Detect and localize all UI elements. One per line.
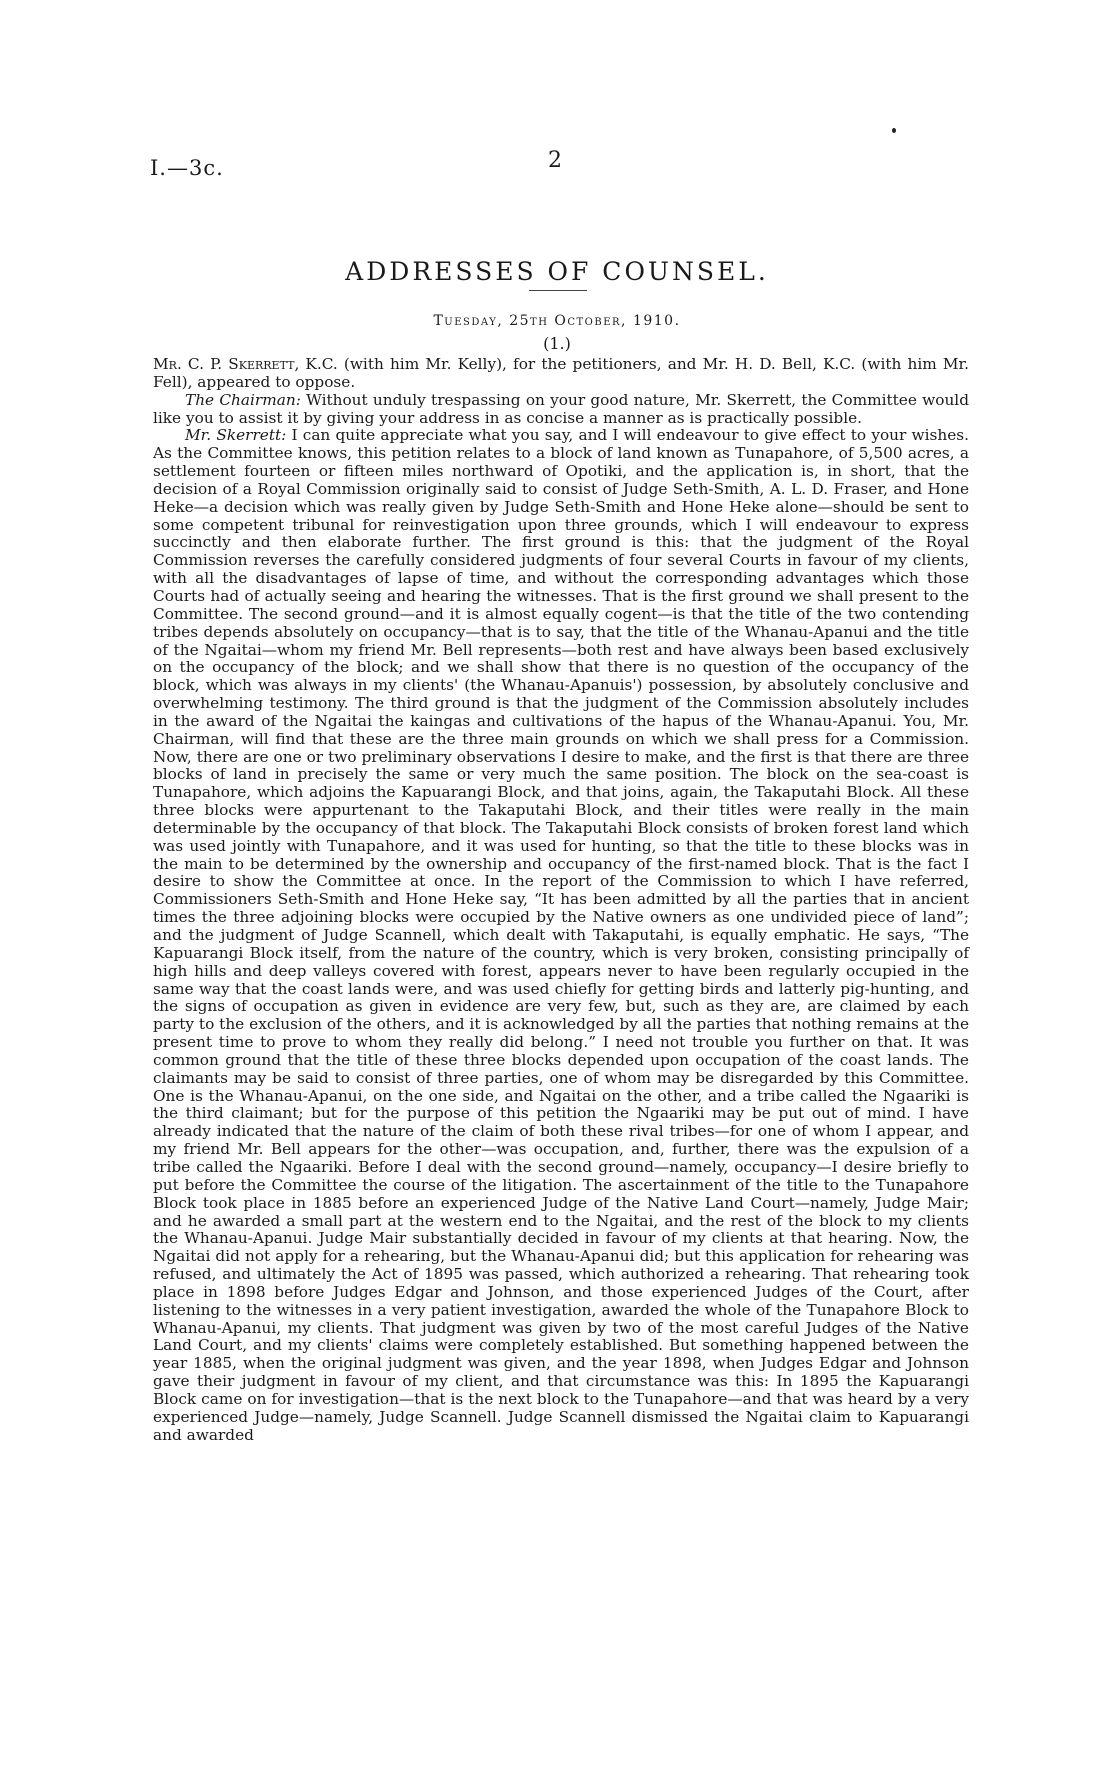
speaker-name: Mr. Skerrett: [185,426,287,445]
paragraph-skerrett [153,427,969,1444]
page-title: ADDRESSES OF COUNSEL. [345,256,769,286]
page-number: 2 [548,148,562,173]
speaker-name: The Chairman: [185,390,301,409]
paragraph-text: , K.C. (with him Mr. Kelly), for the petitioners, and Mr. H. D. Bell, K.C. (with him Mr. Fell), appeared to oppose. [153,355,969,391]
document-reference: I.—3c. [150,156,224,180]
title-rule [529,290,587,291]
paragraph-text: Without unduly trespassing on your good nature, Mr. Skerrett, the Committee would like you to assist it by giving your address in as concise a manner as is practically possible. [153,390,969,427]
speaker-name: Mr. C. P. Skerrett [153,355,295,373]
paragraph-appearances [153,356,969,392]
paragraph-text: I can quite appreciate what you say, and I will endeavour to give effect to your wishes. As the Committee knows, this petition relates to a block of land known as Tunapahore, of 5,500 acres, a settlement fourteen or fifteen miles northward of Opotiki, and the application is, in short, that the decision of a Royal Commission originally said to consist of Judge Seth-Smith, A. L. D. Fraser, and Hone Heke—a decision which was really given by Judge Seth-Smith and Hone Heke alone—should be sent to some competent tribunal for reinvestigation upon three grounds, which I will endeavour to express succinctly and then elaborate further. The first ground is this: that the judgment of the Royal Commission reverses the carefully considered judgments of four several Courts in favour of my clients, with all the disadvantages of lapse of time, and without the corresponding advantages which those Courts had of actually seeing and hearing the witnesses. That is the first ground we shall present to the Committee. The second ground—and it is almost equally cogent—is that the title of the two contending tribes depends absolutely on occupancy—that is to say, that the title of the Whanau-Apanui and the title of the Ngaitai—whom my friend Mr. Bell represents—both rest and have always been based exclusively on the occupancy of the block; and we shall show that there is no question of the occupancy of the block, which was always in my clients' (the Whanau-Apanuis') possession, by absolutely conclusive and overwhelming testimony. The third ground is that the judgment of the Commission absolutely includes in the award of the Ngaitai the kaingas and cultivations of the hapus of the Whanau-Apanui. You, Mr. Chairman, will find that these are the three main grounds on which we shall press for a Commission. Now, there are one or two preliminary observations I desire to make, and the first is that there are three blocks of land in precisely the same or very much the same position. The block on the sea-coast is Tunapahore, which adjoins the Kapuarangi Block, and that joins, again, the Takaputahi Block. All these three blocks were appurtenant to the Takaputahi Block, and their titles were really in the main determinable by the occupancy of that block. The Takaputahi Block consists of broken forest land which was used jointly with Tunapahore, and it was used for hunting, so that the title to these blocks was in the main to be determined by the ownership and occupancy of the first-named block. That is the fact I desire to show the Committee at once. In the report of the Commission to which I have referred, Commissioners Seth-Smith and Hone Heke say, “It has been admitted by all the parties that in ancient times the three adjoining blocks were occupied by the Native owners as one undivided piece of land”; and the judgment of Judge Scannell, which dealt with Takaputahi, is equally emphatic. He says, “The Kapuarangi Block itself, from the nature of the country, which is very broken, consisting principally of high hills and deep valleys covered with forest, appears never to have been regularly occupied in the same way that the coast lands were, and was used chiefly for getting birds and latterly pig-hunting, and the signs of occupation as given in evidence are very few, but, such as they are, are claimed by each party to the exclusion of the others, and it is acknowledged by all the parties that nothing remains at the present time to prove to whom they really did belong.” I need not trouble you further on that. It was common ground that the title of these three blocks depended upon occupation of the coast lands. The claimants may be said to consist of three parties, one of whom may be disregarded by this Committee. One is the Whanau-Apanui, on the one side, and Ngaitai on the other, and a tribe called the Ngaariki is the third claimant; but for the purpose of this petition the Ngaariki may be put out of mind. I have already indicated that the nature of the claim of both these rival tribes—for one of whom I appear, and my friend Mr. Bell appears for the other—was occupation, and, further, there was the expulsion of a tribe called the Ngaariki. Before I deal with the second ground—namely, occupancy—I desire briefly to put before the Committee the course of the litigation. The ascertainment of the title to the Tunapahore Block took place in 1885 before an experienced Judge of the Native Land Court—namely, Judge Mair; and he awarded a small part at the western end to the Ngaitai, and the rest of the block to my clients the Whanau-Apanui. Judge Mair substantially decided in favour of my clients at that hearing. Now, the Ngaitai did not apply for a rehearing, but the Whanau-Apanui did; but this application for rehearing was refused, and ultimately the Act of 1895 was passed, which authorized a rehearing. That rehearing took place in 1898 before Judges Edgar and Johnson, and those experienced Judges of the Court, after listening to the witnesses in a very patient investigation, awarded the whole of the Tunapahore Block to Whanau-Apanui, my clients. That judgment was given by two of the most careful Judges of the Native Land Court, and my clients' claims were completely established. But something happened between the year 1885, when the original judgment was given, and the year 1898, when Judges Edgar and Johnson gave their judgment in favour of my client, and that circumstance was this: In 1895 the Kapuarangi Block came on for investigation—that is the next block to the Tunapahore—and that was heard by a very experienced Judge—namely, Judge Scannell. Judge Scannell dismissed the Ngaitai claim to Kapuarangi and awarded [153,426,969,1444]
session-date: Tuesday, 25th October, 1910. [433,313,681,329]
section-number: (1.) [543,334,571,353]
paragraph-chairman [153,392,969,428]
ink-speck [892,128,896,133]
body-text [153,356,969,1444]
